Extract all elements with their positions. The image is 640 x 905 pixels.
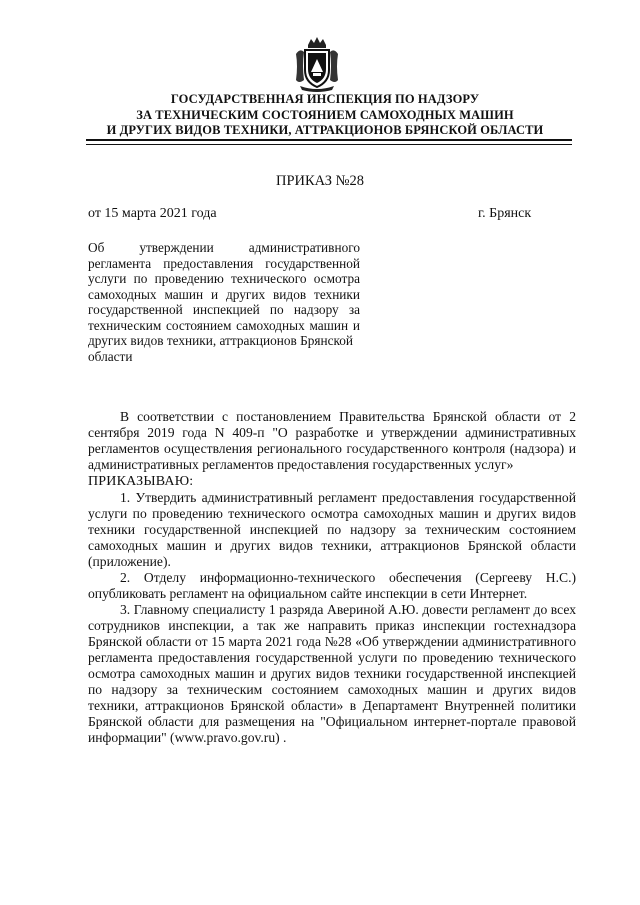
prikazyvayu-heading: ПРИКАЗЫВАЮ: [88, 474, 194, 489]
org-line: ЗА ТЕХНИЧЕСКИМ СОСТОЯНИЕМ САМОХОДНЫХ МАШИН [136, 107, 514, 122]
order-subject [88, 240, 360, 364]
order-title: ПРИКАЗ №28 [275, 173, 364, 189]
order-item-3: 3. Главному специалисту 1 разряда Авериной А.Ю. довести регламент до всех сотрудников инспекции, а так же направить приказ инспекции гостехнадзора Брянской области от 15 марта 2021 года №28 «Об утверждении административного регламента предоставления государственной услуги по проведению технического осмотра самоходных машин и других видов техники государственной инспекцией по надзору за техническим состоянием самоходных машин и других видов техники, аттракционов Брянской области» в Департамент Внутренней политики Брянской области для размещения на "Официальном интернет-портале правовой информации" (www.pravo.gov.ru) . [88, 602, 576, 745]
order-city: г. Брянск [478, 206, 532, 221]
org-line: И ДРУГИХ ВИДОВ ТЕХНИКИ, АТТРАКЦИОНОВ БРЯНСКОЙ ОБЛАСТИ [106, 123, 544, 137]
preamble-paragraph: В соответствии с постановлением Правительства Брянской области от 2 сентября 2019 года N 409-п "О разработке и утверждении административных регламентов осуществления регионального государственного контроля (надзора) и административных регламентов предоставления государственных услуг» [88, 409, 576, 472]
subject-text: Об утверждении административного регламента предоставления государственной услуги по проведению технического осмотра самоходных машин и других видов техники государственной инспекцией по надзору за техническим состоянием самоходных машин и других видов техники, аттракционов Брянской [88, 240, 360, 348]
subject-text-end: области [88, 348, 133, 364]
order-date: от 15 марта 2021 года [88, 206, 217, 221]
org-line: ГОСУДАРСТВЕННАЯ ИНСПЕКЦИЯ ПО НАДЗОРУ [170, 92, 480, 106]
coat-of-arms-icon [292, 36, 342, 92]
header-rule-thick [86, 139, 572, 141]
order-item-2: 2. Отделу информационно-технического обеспечения (Сергееву Н.С.) опубликовать регламент на официальном сайте инспекции в сети Интернет. [88, 570, 576, 601]
organization-name [80, 92, 570, 139]
header-rule-thin [86, 144, 572, 145]
order-item-1: 1. Утвердить административный регламент предоставления государственной услуги по проведению технического осмотра самоходных машин и других видов техники государственной инспекцией по надзору за техническим состоянием самоходных машин и других видов техники, аттракционов Брянской области (приложение). [88, 490, 576, 569]
order-body [88, 409, 576, 746]
